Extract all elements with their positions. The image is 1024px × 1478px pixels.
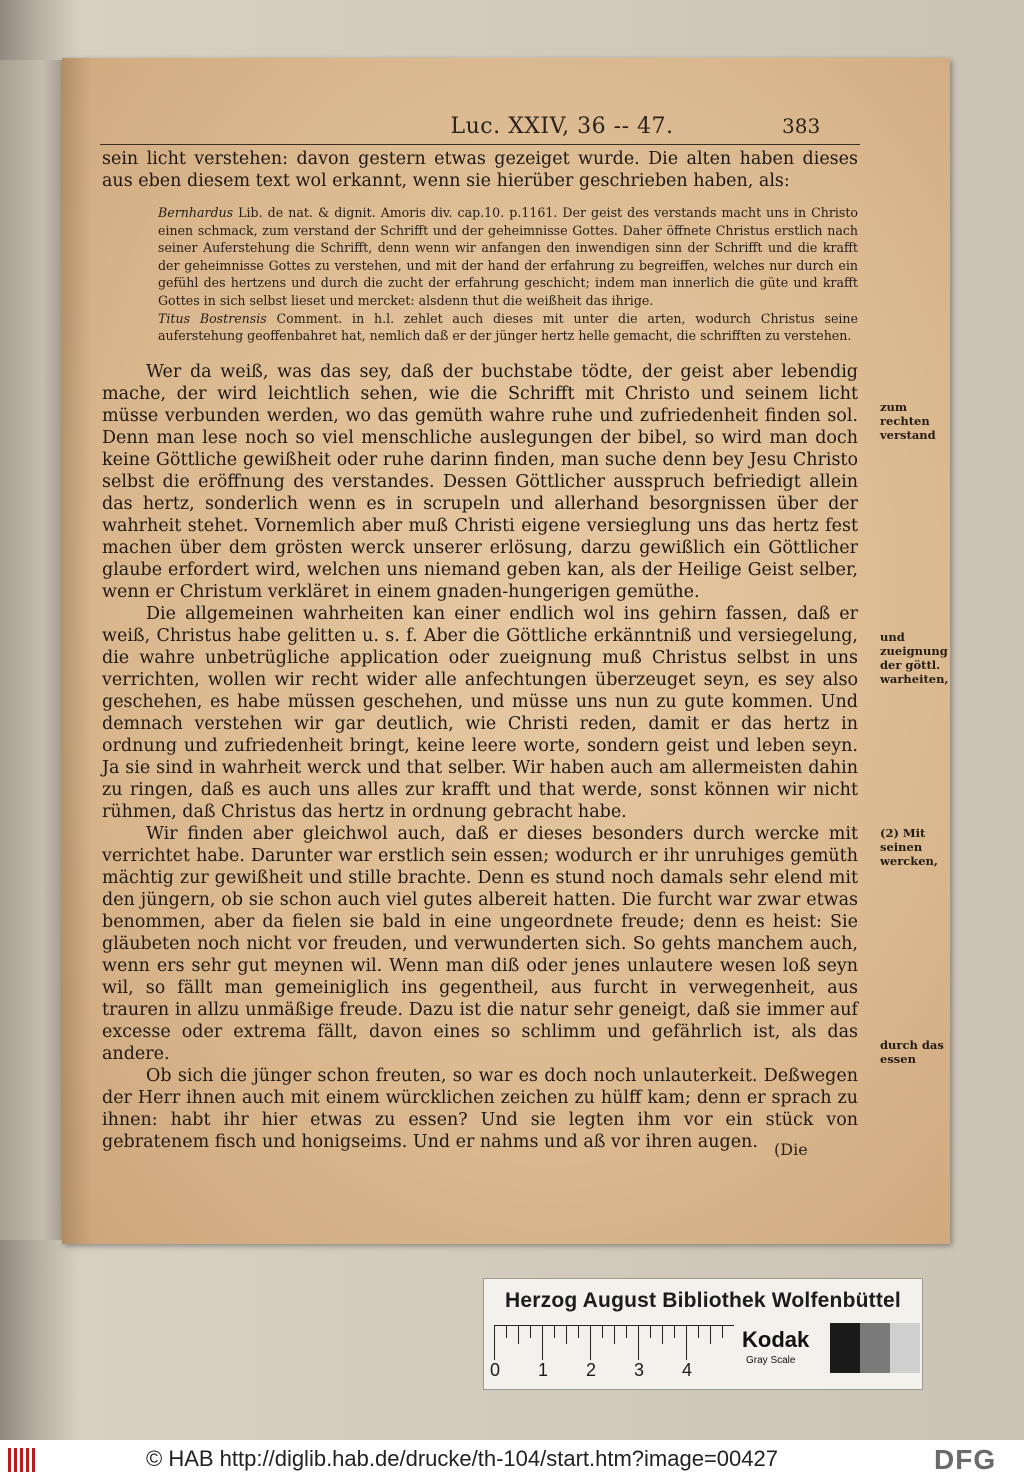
ruler-tick: [662, 1326, 663, 1344]
quote-bernhardus: [158, 204, 858, 310]
margin-note: zum rechten verstand: [880, 400, 936, 442]
ruler-tick: [554, 1326, 555, 1338]
ruler-tick: [590, 1326, 591, 1360]
ruler-tick: [506, 1326, 507, 1338]
hab-logo-icon: [8, 1448, 38, 1472]
dfg-logo: DFG: [934, 1444, 997, 1475]
gray-swatch-mid: [860, 1323, 890, 1373]
running-head: Luc. XXIV, 36 -- 47.: [450, 114, 674, 139]
catchword: (Die: [774, 1140, 808, 1159]
ruler-tick: [518, 1326, 519, 1344]
page-gutter-shadow: [62, 58, 92, 1244]
ruler-tick: [722, 1326, 723, 1338]
scale-ruler: [494, 1325, 734, 1360]
ruler-tick: [602, 1326, 603, 1338]
book-page: [62, 58, 950, 1244]
quote-text: Lib. de nat. & dignit. Amoris div. cap.10. p.1161. Der geist des verstands macht uns in Christo einen schmack, zum verstand der Schrifft und der geheimnisse Gottes. Daher öffnete Christus erstlich nach seiner Auferstehung die Schrifft, denn wenn wir anfangen den inwendigen sinn der Schrifft und die krafft der geheimnisse Gottes zu verstehen, und mit der hand der erfahrung zu begreiffen, welches nur durch ein gefühl des hertzens und durch die zucht der erfahrung geschicht; indem man innerlich die güte und krafft Gottes in sich selbst lieset und mercket: alsdenn thut die weißheit das ihrige.: [158, 205, 858, 308]
footer-bar: [0, 1440, 1024, 1478]
paragraph: Die allgemeinen wahrheiten kan einer endlich wol ins gehirn fassen, daß er weiß, Christus habe gelitten u. s. f. Aber die Göttliche erkänntniß und versiegelung, die wahre unbetrügliche application oder zueignung muß Christus selbst in uns verrichten, wollen wir recht wider alle anfechtungen überzeuget seyn, es sey also geschehen, es habe müssen geschehen, und müsse uns nun zu gute kommen. Und demnach verstehen wir gar deutlich, wie Christi reden, damit er das hertz in ordnung und zufriedenheit bringt, keine leere worte, sondern geist und leben seyn. Ja sie sind in wahrheit werck und that selber. Wir haben auch am allermeisten dahin zu ringen, daß es auch uns alles zur krafft und that werde, sonst können wir nicht rühmen, daß Christus das hertz in ordnung gebracht habe.: [102, 603, 858, 822]
opening-text: sein licht verstehen: davon gestern etwas gezeiget wurde. Die alten haben dieses aus eben diesem text wol erkannt, wenn sie hierüber geschrieben haben, als:: [102, 149, 858, 191]
ruler-tick: [614, 1326, 615, 1344]
paragraph: Wir finden aber gleichwol auch, daß er dieses besonders durch wercke mit verrichtet habe. Darunter war erstlich sein essen; wodurch er ihr unruhiges gemüth mächtig zur gewißheit und stille brachte. Denn es stund noch damals sehr elend mit den jüngern, ob sie schon auch viel gutes albereit hatten. Die furcht war zwar etwas benommen, aber da fielen sie bald in eine ungeordnete freude; denn es heist: Sie gläubeten noch nicht vor freuden, und verwunderten sich. So gehts manchem auch, wenn ers sehr gut meynen wil. Wenn man diß oder jenes unlautere wesen loß seyn wil, so fällt man gemeiniglich ins gegentheil, aus furcht in verwegenheit, aus trauren in allzu unmäßige freude. Dazu ist die natur sehr geneigt, daß sie immer auf excesse oder extrema fällt, davon eines so schlimm und gefährlich ist, als das andere.: [102, 823, 858, 1064]
ruler-tick: [494, 1326, 495, 1360]
grayscale-label: Gray Scale: [746, 1355, 796, 1366]
ruler-tick: [638, 1326, 639, 1360]
ruler-tick: [710, 1326, 711, 1344]
quote-author: Titus Bostrensis: [158, 310, 267, 326]
paragraph: Ob sich die jünger schon freuten, so war es doch noch unlauterkeit. Deßwegen der Herr ihnen auch mit einem würcklichen zeichen zu hülff kam; denn er sprach zu ihnen: habt ihr hier etwas zu essen? Und sie legten ihm vor ein stück von gebratenem fisch und honigseims. Und er nahms und aß vor ihren augen.: [102, 1065, 858, 1152]
gray-swatch-dark: [830, 1323, 860, 1373]
ruler-tick: [674, 1326, 675, 1338]
ruler-tick: [566, 1326, 567, 1344]
color-calibration-card: [483, 1278, 923, 1390]
margin-note: durch das essen: [880, 1038, 944, 1066]
footer-credit-link[interactable]: © HAB http://diglib.hab.de/drucke/th-104/start.htm?image=00427: [146, 1446, 778, 1471]
quotations-block: [158, 204, 858, 345]
library-name: Herzog August Bibliothek Wolfenbüttel: [505, 1289, 901, 1312]
ruler-tick: [542, 1326, 543, 1360]
paragraph: Wer da weiß, was das sey, daß der buchstabe tödte, der geist aber lebendig mache, der wird leichtlich sehen, wie die Schrifft mit Christo und seinem licht müsse verbunden werden, wo das gemüth wahre ruhe und zufriedenheit finden sol. Denn man lese noch so viel menschliche auslegungen der bibel, so wird man doch keine Göttliche gewißheit oder ruhe darinn finden, man suche denn bey Jesu Christo selbst die eröffnung des verstandes. Dessen Göttlicher ausspruch befriedigt allein das hertz, sonderlich wenn es in scrupeln und allerhand besorgnissen über der wahrheit stehet. Vornemlich aber muß Christi eigene versieglung uns das hertz fest machen über dem grösten werck unserer erlösung, darzu gewißlich ein Göttlicher glaube erfordert wird, welchen uns niemand geben kan, als der Heilige Geist selber, wenn er Christum verkläret in einem gnaden-hungerigen gemüthe.: [102, 361, 858, 602]
ruler-tick: [530, 1326, 531, 1338]
page-number: 383: [782, 114, 821, 138]
ruler-number: 1: [538, 1360, 549, 1380]
ruler-tick: [698, 1326, 699, 1338]
ruler-number: 4: [682, 1360, 693, 1380]
gray-swatch-light: [890, 1323, 920, 1373]
ruler-number: 2: [586, 1360, 597, 1380]
quote-titus: [158, 310, 858, 345]
margin-note: (2) Mit seinen wercken,: [880, 826, 938, 868]
quote-text: Comment. in h.l. zehlet auch dieses mit unter die arten, wodurch Christus seine auferstehung geoffenbahret hat, nemlich daß er der jünger hertz helle gemacht, die schrifften zu verstehen.: [158, 310, 858, 344]
ruler-tick: [578, 1326, 579, 1338]
ruler-tick: [626, 1326, 627, 1338]
kodak-label: Kodak: [742, 1327, 810, 1352]
ruler-number: 3: [634, 1360, 645, 1380]
ruler-tick: [686, 1326, 687, 1360]
main-text: [102, 148, 858, 1153]
quote-author: Bernhardus: [158, 205, 234, 220]
margin-note: und zueignung der göttl. warheiten,: [880, 630, 949, 686]
ruler-number: 0: [490, 1360, 501, 1380]
header-rule: [100, 144, 860, 145]
ruler-tick: [650, 1326, 651, 1338]
previous-page-edge: [0, 60, 71, 1240]
